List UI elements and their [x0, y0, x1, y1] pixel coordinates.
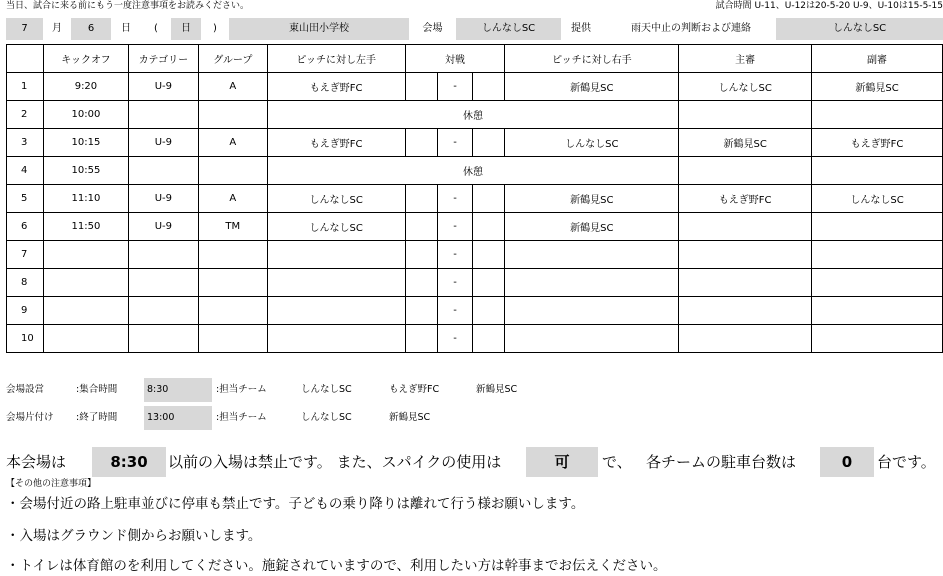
right-score-cell [473, 325, 505, 353]
cleanup-team-2: 新鶴見SC [389, 412, 431, 423]
row-number: 6 [7, 213, 44, 241]
provide-label: 提供 [571, 23, 591, 34]
host-team: しんなしSC [456, 18, 561, 40]
referee-cell [679, 241, 812, 269]
group-cell [198, 241, 267, 269]
category-cell: U-9 [128, 213, 198, 241]
weekday-value: 日 [171, 18, 201, 40]
versus-cell: - [437, 73, 473, 101]
header-line [6, 0, 943, 12]
notice-text: 当日、試合に来る前にもう一度注意事項をお読みください。 [6, 1, 250, 11]
left-team-cell: しんなしSC [267, 213, 405, 241]
category-cell [128, 269, 198, 297]
kickoff-cell: 10:15 [43, 129, 128, 157]
spike-permission: 可 [526, 447, 598, 477]
header-versus: 対戦 [405, 45, 505, 73]
venue-name: 東山田小学校 [229, 18, 409, 40]
category-cell [128, 101, 198, 129]
right-team-cell: しんなしSC [505, 129, 679, 157]
referee-cell [679, 101, 812, 129]
month-value: 7 [6, 18, 43, 40]
parking-count: 0 [820, 447, 874, 477]
category-cell: U-9 [128, 185, 198, 213]
kickoff-cell: 9:20 [43, 73, 128, 101]
left-score-cell [405, 129, 437, 157]
assistant-cell [812, 325, 943, 353]
right-team-cell: 新鶴見SC [505, 213, 679, 241]
row-number: 5 [7, 185, 44, 213]
cleanup-team-label: :担当チーム [216, 412, 267, 423]
paren-open: ( [154, 23, 158, 34]
assistant-cell [812, 241, 943, 269]
right-score-cell [473, 73, 505, 101]
referee-cell [679, 325, 812, 353]
kickoff-cell [43, 325, 128, 353]
date-row [6, 18, 943, 40]
table-row [7, 297, 943, 325]
schedule-table [6, 44, 943, 353]
note-item-1: ・会場付近の路上駐車並びに停車も禁止です。子どもの乗り降りは離れて行う様お願いします。 [6, 496, 585, 512]
header-no [7, 45, 44, 73]
group-cell [198, 269, 267, 297]
kickoff-cell [43, 297, 128, 325]
row-number: 2 [7, 101, 44, 129]
referee-cell [679, 297, 812, 325]
left-team-cell [267, 269, 405, 297]
referee-cell [679, 213, 812, 241]
versus-cell: - [437, 129, 473, 157]
table-row [7, 157, 943, 185]
kickoff-cell [43, 241, 128, 269]
assistant-cell [812, 213, 943, 241]
right-team-cell [505, 269, 679, 297]
table-row [7, 101, 943, 129]
cleanup-time: 13:00 [144, 406, 212, 430]
assistant-cell [812, 269, 943, 297]
cleanup-time-label: :終了時間 [76, 412, 118, 423]
group-cell [198, 157, 267, 185]
kickoff-cell: 10:00 [43, 101, 128, 129]
right-score-cell [473, 213, 505, 241]
entry-prefix: 本会場は [6, 453, 67, 471]
header-group: グループ [198, 45, 267, 73]
entry-suffix: 台です。 [877, 453, 936, 471]
setup-team-3: 新鶴見SC [476, 384, 518, 395]
right-score-cell [473, 129, 505, 157]
table-row [7, 241, 943, 269]
entry-time: 8:30 [92, 447, 166, 477]
setup-time: 8:30 [144, 378, 212, 402]
referee-cell [679, 269, 812, 297]
group-cell: A [198, 185, 267, 213]
table-header-row [7, 45, 943, 73]
kickoff-cell: 11:50 [43, 213, 128, 241]
category-cell [128, 297, 198, 325]
left-team-cell [267, 325, 405, 353]
right-team-cell [505, 297, 679, 325]
setup-label: 会場設営 [6, 384, 45, 395]
row-number: 8 [7, 269, 44, 297]
break-cell: 休憩 [267, 157, 678, 185]
rain-contact: しんなしSC [776, 18, 943, 40]
right-team-cell: 新鶴見SC [505, 185, 679, 213]
row-number: 3 [7, 129, 44, 157]
category-cell [128, 157, 198, 185]
note-item-2: ・入場はグラウンド側からお願いします。 [6, 528, 262, 544]
referee-cell: 新鶴見SC [679, 129, 812, 157]
versus-cell: - [437, 185, 473, 213]
right-score-cell [473, 185, 505, 213]
parking-label: 各チームの駐車台数は [646, 453, 797, 471]
header-category: カテゴリー [128, 45, 198, 73]
assistant-cell [812, 297, 943, 325]
row-number: 9 [7, 297, 44, 325]
assistant-cell: しんなしSC [812, 185, 943, 213]
setup-time-label: :集合時間 [76, 384, 118, 395]
versus-cell: - [437, 297, 473, 325]
referee-cell [679, 157, 812, 185]
group-cell: A [198, 129, 267, 157]
setup-team-label: :担当チーム [216, 384, 267, 395]
group-cell [198, 325, 267, 353]
table-row [7, 185, 943, 213]
setup-team-2: もえぎ野FC [389, 384, 440, 395]
row-number: 7 [7, 241, 44, 269]
left-team-cell [267, 241, 405, 269]
left-team-cell: もえぎ野FC [267, 129, 405, 157]
right-team-cell: 新鶴見SC [505, 73, 679, 101]
header-right-team: ピッチに対し右手 [505, 45, 679, 73]
header-kickoff: キックオフ [43, 45, 128, 73]
entry-mid2: で、 [602, 453, 632, 471]
category-cell [128, 325, 198, 353]
cleanup-label: 会場片付け [6, 412, 54, 423]
table-row [7, 269, 943, 297]
table-row [7, 129, 943, 157]
kickoff-cell: 11:10 [43, 185, 128, 213]
table-row [7, 325, 943, 353]
group-cell: TM [198, 213, 267, 241]
left-score-cell [405, 325, 437, 353]
left-team-cell [267, 297, 405, 325]
assistant-cell [812, 157, 943, 185]
paren-close: ) [213, 23, 217, 34]
table-row [7, 73, 943, 101]
assistant-cell: もえぎ野FC [812, 129, 943, 157]
category-cell: U-9 [128, 129, 198, 157]
day-label: 日 [121, 23, 131, 34]
right-team-cell [505, 241, 679, 269]
left-team-cell: しんなしSC [267, 185, 405, 213]
assistant-cell [812, 101, 943, 129]
header-assistant: 副審 [812, 45, 943, 73]
venue-label: 会場 [422, 23, 443, 34]
right-score-cell [473, 297, 505, 325]
notes-heading: 【その他の注意事項】 [6, 479, 97, 489]
rain-label: 雨天中止の判断および連絡 [631, 23, 751, 34]
category-cell [128, 241, 198, 269]
versus-cell: - [437, 325, 473, 353]
row-number: 10 [7, 325, 44, 353]
entry-middle: 以前の入場は禁止です。 また、スパイクの使用は [168, 453, 502, 471]
kickoff-cell [43, 269, 128, 297]
left-score-cell [405, 73, 437, 101]
group-cell [198, 101, 267, 129]
referee-cell: もえぎ野FC [679, 185, 812, 213]
match-time-text: 試合時間 U-11、U-12は20-5-20 U-9、U-10は15-5-15 [715, 1, 943, 11]
right-score-cell [473, 269, 505, 297]
cleanup-team-1: しんなしSC [301, 412, 352, 423]
kickoff-cell: 10:55 [43, 157, 128, 185]
left-score-cell [405, 185, 437, 213]
break-cell: 休憩 [267, 101, 678, 129]
table-row [7, 213, 943, 241]
right-team-cell [505, 325, 679, 353]
left-score-cell [405, 269, 437, 297]
row-number: 4 [7, 157, 44, 185]
note-item-3: ・トイレは体育館のを利用してください。施錠されていますので、利用したい方は幹事までお伝えください。 [6, 558, 667, 574]
header-left-team: ピッチに対し左手 [267, 45, 405, 73]
month-label: 月 [52, 23, 62, 34]
versus-cell: - [437, 241, 473, 269]
group-cell: A [198, 73, 267, 101]
right-score-cell [473, 241, 505, 269]
versus-cell: - [437, 213, 473, 241]
left-team-cell: もえぎ野FC [267, 73, 405, 101]
referee-cell: しんなしSC [679, 73, 812, 101]
header-referee: 主審 [679, 45, 812, 73]
assistant-cell: 新鶴見SC [812, 73, 943, 101]
left-score-cell [405, 213, 437, 241]
left-score-cell [405, 241, 437, 269]
group-cell [198, 297, 267, 325]
setup-team-1: しんなしSC [301, 384, 352, 395]
day-value: 6 [71, 18, 111, 40]
versus-cell: - [437, 269, 473, 297]
left-score-cell [405, 297, 437, 325]
category-cell: U-9 [128, 73, 198, 101]
row-number: 1 [7, 73, 44, 101]
